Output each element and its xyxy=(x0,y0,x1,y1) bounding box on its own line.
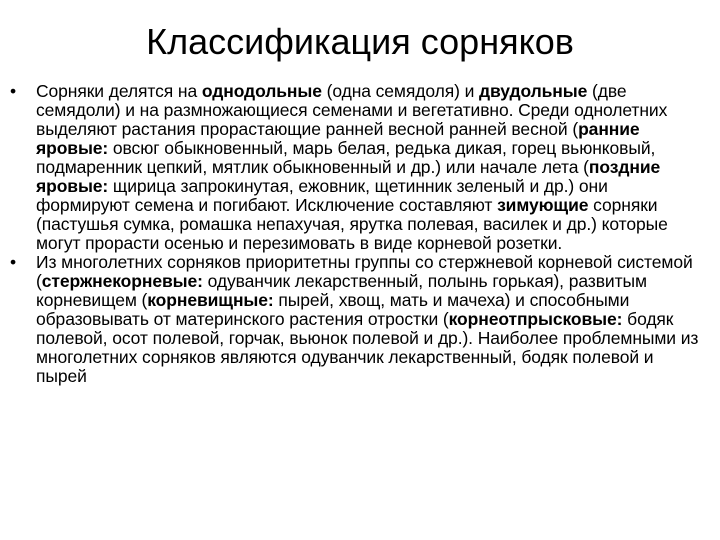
bullet-text xyxy=(36,81,668,253)
bullet-item xyxy=(10,253,700,386)
slide-title: Классификация сорняков xyxy=(146,21,574,62)
bold-term: зимующие xyxy=(497,195,589,215)
bullet-icon: • xyxy=(10,252,17,272)
bullet-icon: • xyxy=(10,81,17,101)
bullet-item xyxy=(10,82,700,253)
text-run: бодяк полевой, осот полевой, горчак, вьюнок полевой и др.). Наиболее проблемными из многолетних сорняков являются одуванчик лекарственный, бодяк полевой и пырей xyxy=(36,309,699,386)
bold-term: ранние яровые: xyxy=(36,119,640,158)
text-run: Из многолетних сорняков приоритетны группы со стержневой корневой системой ( xyxy=(36,252,693,291)
text-run: одуванчик лекарственный, полынь горькая), развитым корневищем ( xyxy=(36,271,647,310)
bold-term: корнеотпрысковые: xyxy=(448,309,623,329)
text-run: Сорняки делятся на xyxy=(36,81,202,101)
bold-term: стержнекорневые: xyxy=(41,271,203,291)
text-run: (две семядоли) и на размножающиеся семенами и вегетативно. Среди однолетних выделяют растания прорастающие ранней весной ранней весной ( xyxy=(36,81,668,139)
bold-term: однодольные xyxy=(201,81,322,101)
bold-term: корневищные: xyxy=(147,290,274,310)
text-run: пырей, хвощ, мать и мачеха) и способными образовывать от материнского растения отростки ( xyxy=(36,290,630,329)
text-run: щирица запрокинутая, ежовник, щетинник зеленый и др.) они формируют семена и погибают. Исключение составляют xyxy=(36,176,608,215)
text-run: сорняки (пастушья сумка, ромашка непахучая, ярутка полевая, василек и др.) которые могут прорасти осенью и перезимовать в виде корневой розетки. xyxy=(36,195,668,253)
text-run: (одна семядоля) и xyxy=(321,81,480,101)
bullet-text xyxy=(36,252,698,386)
bold-term: поздние яровые: xyxy=(36,157,661,196)
slide-body xyxy=(10,82,700,386)
bold-term: двудольные xyxy=(479,81,588,101)
text-run: овсюг обыкновенный, марь белая, редька дикая, горец вьюнковый, подмаренник цепкий, мятлик обыкновенный и др.) или начале лета ( xyxy=(36,138,656,177)
